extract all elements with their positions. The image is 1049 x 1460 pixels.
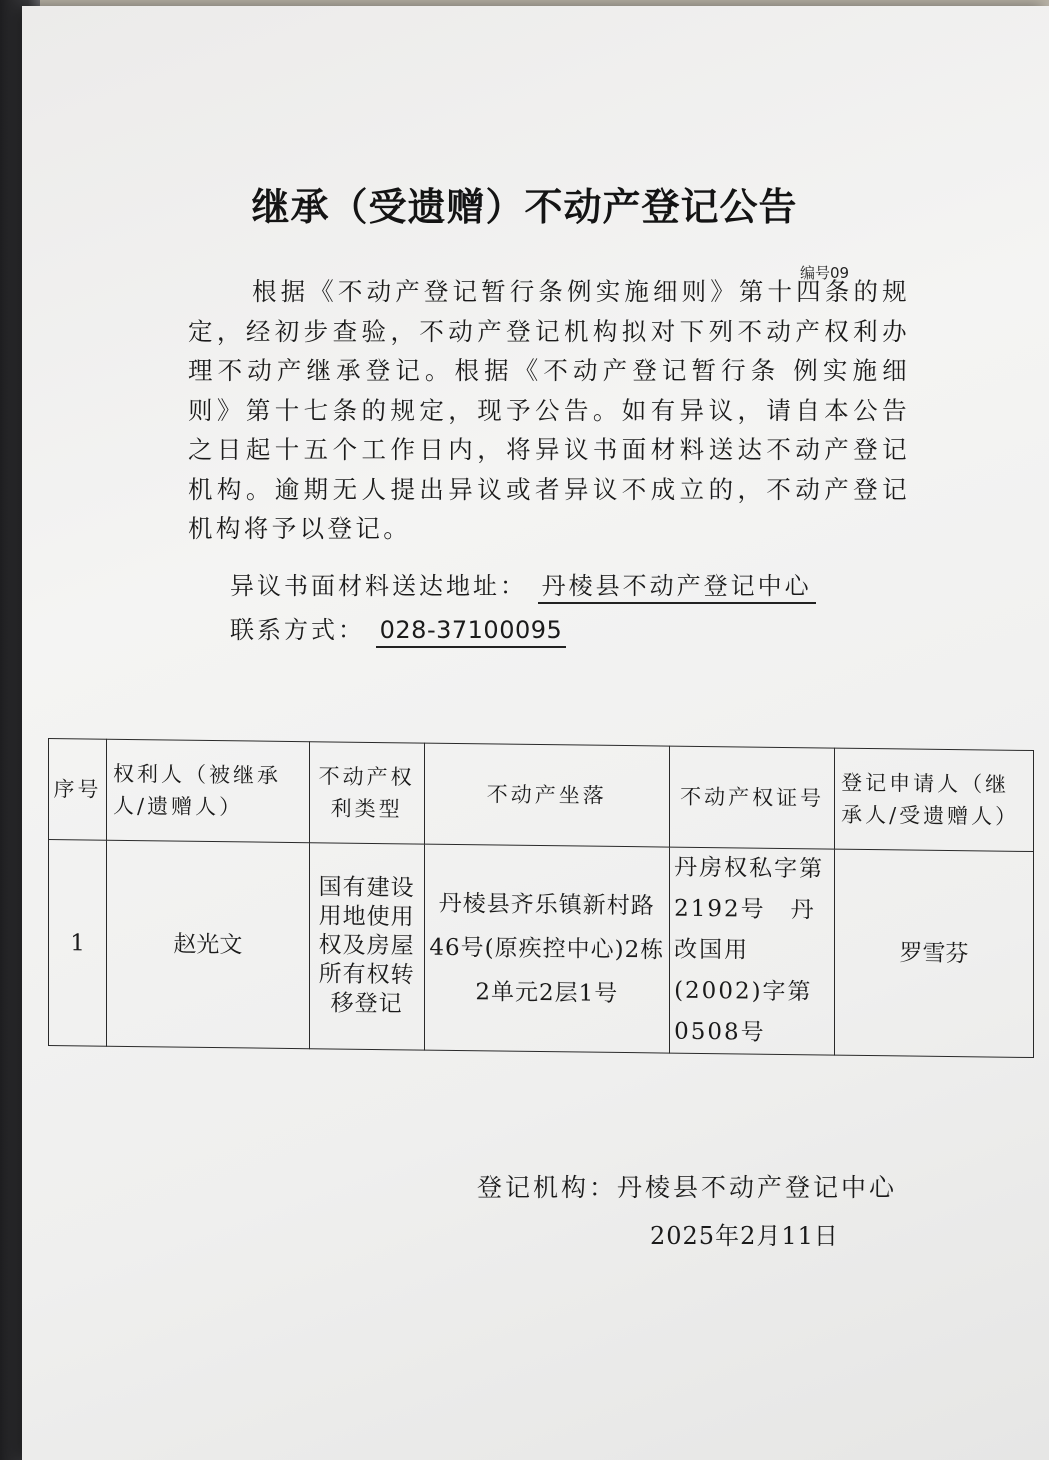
header-location: 不动产坐落 (424, 743, 670, 847)
cell-certificate: 丹房权私字第2192号 丹改国用(2002)字第0508号 (670, 847, 835, 1055)
cell-right-type: 国有建设用地使用权及房屋所有权转移登记 (309, 843, 424, 1050)
cell-no: 1 (49, 840, 107, 1047)
notice-body: 根据《不动产登记暂行条例实施细则》第十四条的规定，经初步查验，不动产登记机构拟对下列不动产权利办理不动产继承登记。根据《不动产登记暂行条 例实施细则》第十七条的规定，现予公告。如有异议，请自本公告之日起十五个工作日内，将异议书面材料送达不动产登记机构。逾期无人提出异议或者异议不成立的，不动产登记机构将予以登记。 (188, 277, 910, 543)
contact-phone: 028-37100095 (376, 616, 567, 648)
objection-address-label: 异议书面材料送达地址： (230, 572, 527, 600)
registration-organization: 登记机构：丹棱县不动产登记中心 (477, 1173, 898, 1202)
notice-table (48, 738, 1034, 1058)
header-no: 序号 (49, 739, 107, 841)
header-applicant: 登记申请人（继承人/受遗赠人） (835, 748, 1034, 851)
header-holder: 权利人（被继承人/遗赠人） (107, 739, 310, 842)
cell-applicant: 罗雪芬 (835, 849, 1034, 1057)
contact-row (230, 610, 566, 645)
header-certificate: 不动产权证号 (670, 746, 835, 849)
table-row (49, 840, 1034, 1058)
notice-title: 继承（受遗赠）不动产登记公告 (251, 185, 798, 229)
serial-number: 编号09 (800, 264, 850, 282)
table-header-row (49, 739, 1034, 852)
notice-date: 2025年2月11日 (650, 1222, 839, 1250)
header-right-type: 不动产权利类型 (309, 742, 424, 844)
contact-label: 联系方式： (230, 616, 365, 644)
objection-address-row (230, 566, 816, 601)
objection-address-value: 丹棱县不动产登记中心 (538, 572, 816, 604)
cell-holder: 赵光文 (107, 840, 310, 1048)
cell-location: 丹棱县齐乐镇新村路46号(原疾控中心)2栋2单元2层1号 (424, 844, 670, 1053)
